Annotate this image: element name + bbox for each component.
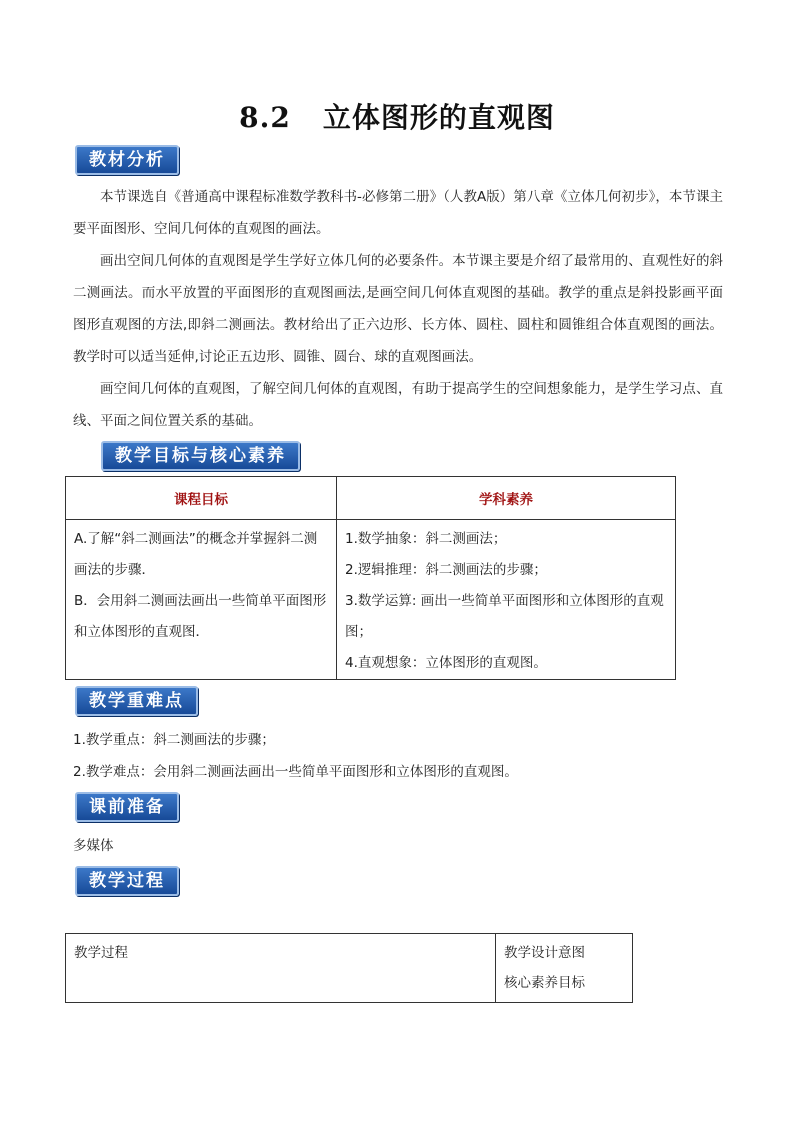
course-goal-a: A.了解“斜二测画法”的概念并掌握斜二测画法的步骤．	[74, 531, 318, 578]
process-col-intent	[496, 934, 633, 1003]
analysis-paragraph-3: 画空间几何体的直观图，了解空间几何体的直观图，有助于提高学生的空间想象能力，是学生学习点、直线、平面之间位置关系的基础。	[73, 381, 723, 429]
analysis-paragraph-2: 画出空间几何体的直观图是学生学好立体几何的必要条件。本节课主要是介绍了最常用的、直观性好的斜二测画法。而水平放置的平面图形的直观图画法,是画空间几何体直观图的基础。教学的重点是斜投影画平面图形直观图的方法,即斜二测画法。教材给出了正六边形、长方体、圆柱、圆柱和圆锥组合体直观图的画法。教学时可以适当延伸,讨论正五边形、圆锥、圆台、球的直观图画法。	[73, 253, 723, 365]
section-badge-preparation: 课前准备	[75, 792, 179, 822]
literacy-item-2: 2.逻辑推理：斜二测画法的步骤；	[345, 562, 547, 578]
keypoint-focus: 1.教学重点：斜二测画法的步骤；	[73, 732, 275, 748]
preparation-text: 多媒体	[73, 838, 114, 854]
literacy-item-4: 4.直观想象：立体图形的直观图。	[345, 655, 547, 671]
section-badge-analysis: 教材分析	[75, 145, 179, 175]
process-col-teaching: 教学过程	[66, 934, 496, 1003]
process-table	[65, 933, 633, 1003]
course-goals-cell	[66, 520, 337, 680]
section-badge-keypoints: 教学重难点	[75, 686, 198, 716]
process-intent-line: 教学设计意图	[504, 945, 585, 961]
literacy-item-1: 1.数学抽象：斜二测画法；	[345, 531, 507, 547]
process-literacy-line: 核心素养目标	[504, 975, 585, 991]
goals-header-course: 课程目标	[66, 477, 337, 520]
goals-header-literacy: 学科素养	[337, 477, 676, 520]
literacy-item-3: 3.数学运算: 画出一些简单平面图形和立体图形的直观图；	[345, 593, 664, 640]
course-goal-b: B．会用斜二测画法画出一些简单平面图形和立体图形的直观图．	[74, 593, 327, 640]
page-title	[0, 96, 794, 136]
section-badge-goals: 教学目标与核心素养	[101, 441, 300, 471]
section-number: 8.2	[239, 101, 291, 134]
section-badge-process: 教学过程	[75, 866, 179, 896]
section-title: 立体图形的直观图	[322, 101, 555, 134]
goals-table	[65, 476, 676, 680]
keypoint-difficulty: 2.教学难点：会用斜二测画法画出一些简单平面图形和立体图形的直观图。	[73, 764, 518, 780]
literacy-cell	[337, 520, 676, 680]
analysis-paragraph-1: 本节课选自《普通高中课程标准数学教科书-必修第二册》（人教A版）第八章《立体几何初步》，本节课主要平面图形、空间几何体的直观图的画法。	[73, 189, 723, 237]
